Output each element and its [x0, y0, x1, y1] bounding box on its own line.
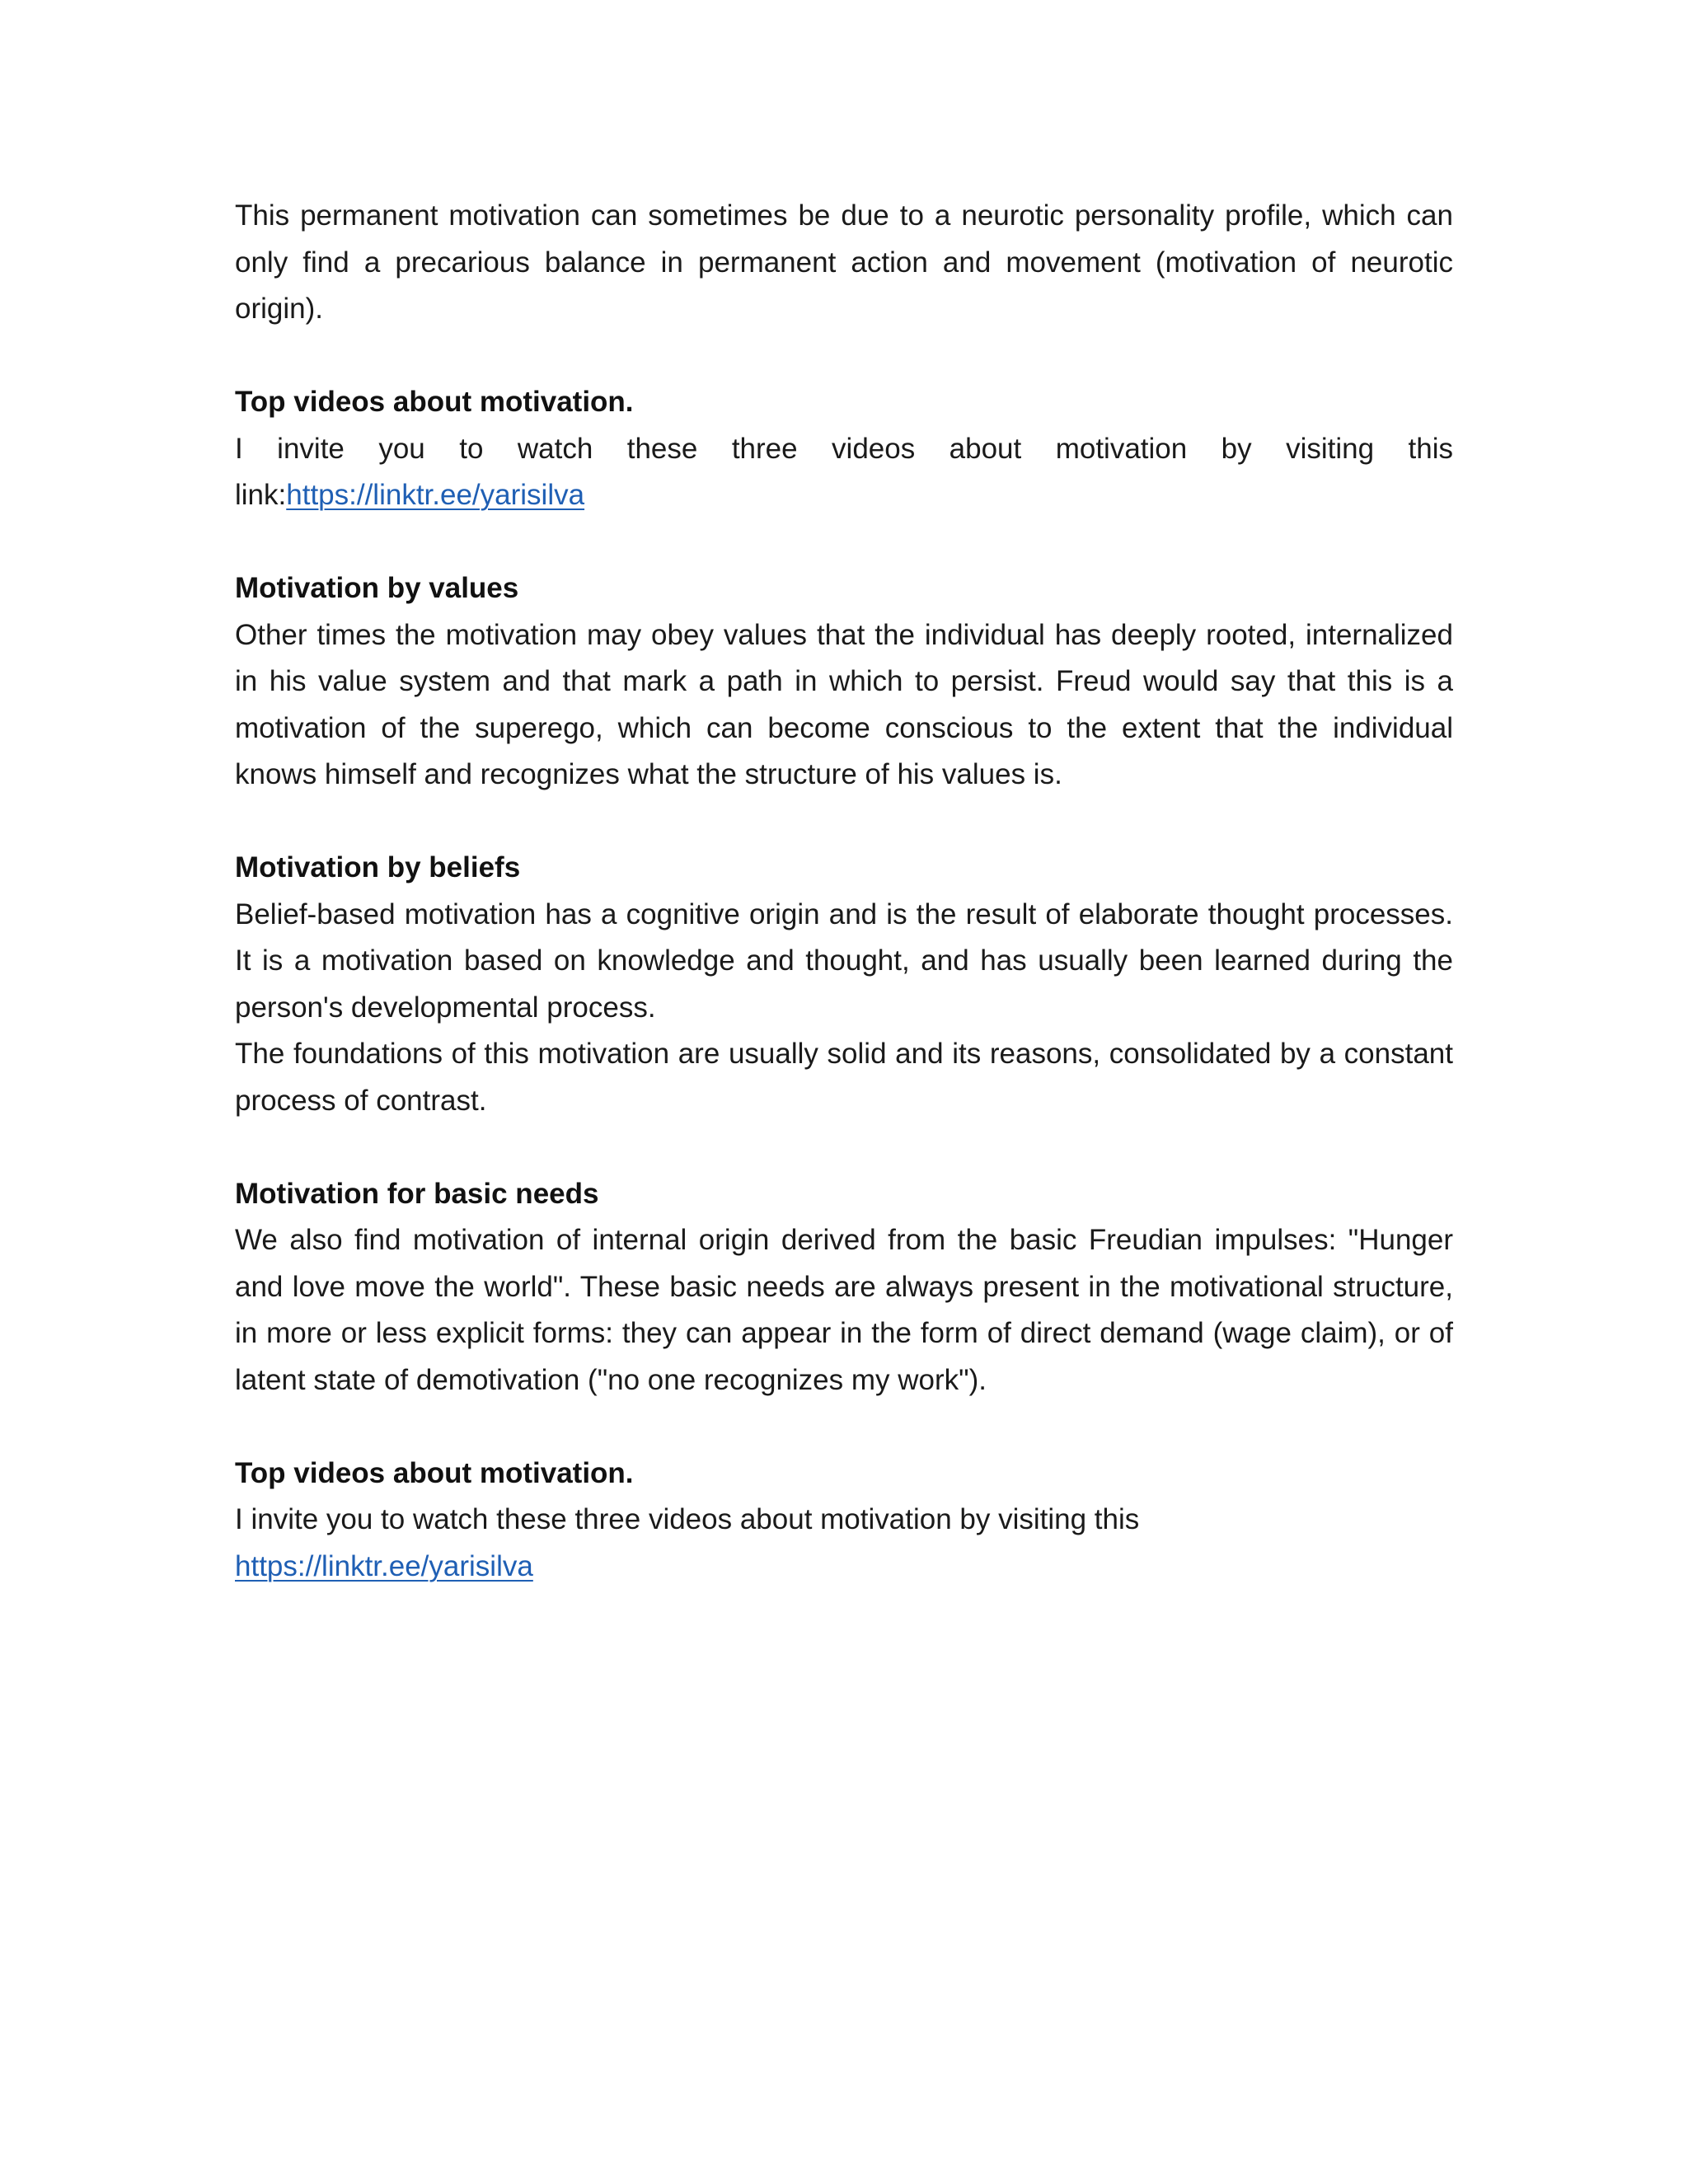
values-paragraph: Other times the motivation may obey values that the individual has deeply rooted, internalized in his value system and that mark a path in which to persist. Freud would say that this is a motivation of the superego, which can become conscious to the extent that the individual knows himself and recognizes what the structure of his values is.	[235, 618, 1453, 790]
spacer	[235, 519, 1453, 566]
intro-paragraph: This permanent motivation can sometimes be due to a neurotic personality profile, which can only find a precarious balance in permanent action and movement (motivation of neurotic origin).	[235, 199, 1453, 325]
heading-top-videos-2: Top videos about motivation.	[235, 1456, 634, 1489]
beliefs-paragraph-2: The foundations of this motivation are usually solid and its reasons, consolidated by a constant process of contrast.	[235, 1038, 1453, 1117]
spacer	[235, 799, 1453, 846]
videos-text-1: I invite you to watch these three videos about motivation by visiting this link:	[235, 432, 1453, 511]
videos-paragraph-1	[235, 426, 1453, 519]
needs-paragraph: We also find motivation of internal origin derived from the basic Freudian impulses: "Hunger and love move the world". These basic needs are always present in the motivational structure, in more or less explicit forms: they can appear in the form of direct demand (wage claim), or of latent state of demotivation ("no one recognizes my work").	[235, 1224, 1453, 1396]
beliefs-paragraph-1: Belief-based motivation has a cognitive origin and is the result of elaborate thought processes. It is a motivation based on knowledge and thought, and has usually been learned during the person's developmental process.	[235, 898, 1453, 1024]
linktree-line-2	[235, 1544, 1453, 1591]
document-body	[235, 193, 1453, 1590]
heading-top-videos-1: Top videos about motivation.	[235, 386, 634, 418]
heading-motivation-values: Motivation by values	[235, 572, 519, 604]
spacer	[235, 333, 1453, 380]
videos-paragraph-2: I invite you to watch these three videos about motivation by visiting this	[235, 1503, 1140, 1535]
heading-motivation-beliefs: Motivation by beliefs	[235, 851, 521, 883]
spacer	[235, 1124, 1453, 1171]
spacer	[235, 1404, 1453, 1451]
heading-motivation-basic-needs: Motivation for basic needs	[235, 1177, 599, 1210]
linktree-link-2[interactable]: https://linktr.ee/yarisilva	[235, 1549, 533, 1582]
linktree-link-1[interactable]: https://linktr.ee/yarisilva	[286, 479, 585, 511]
